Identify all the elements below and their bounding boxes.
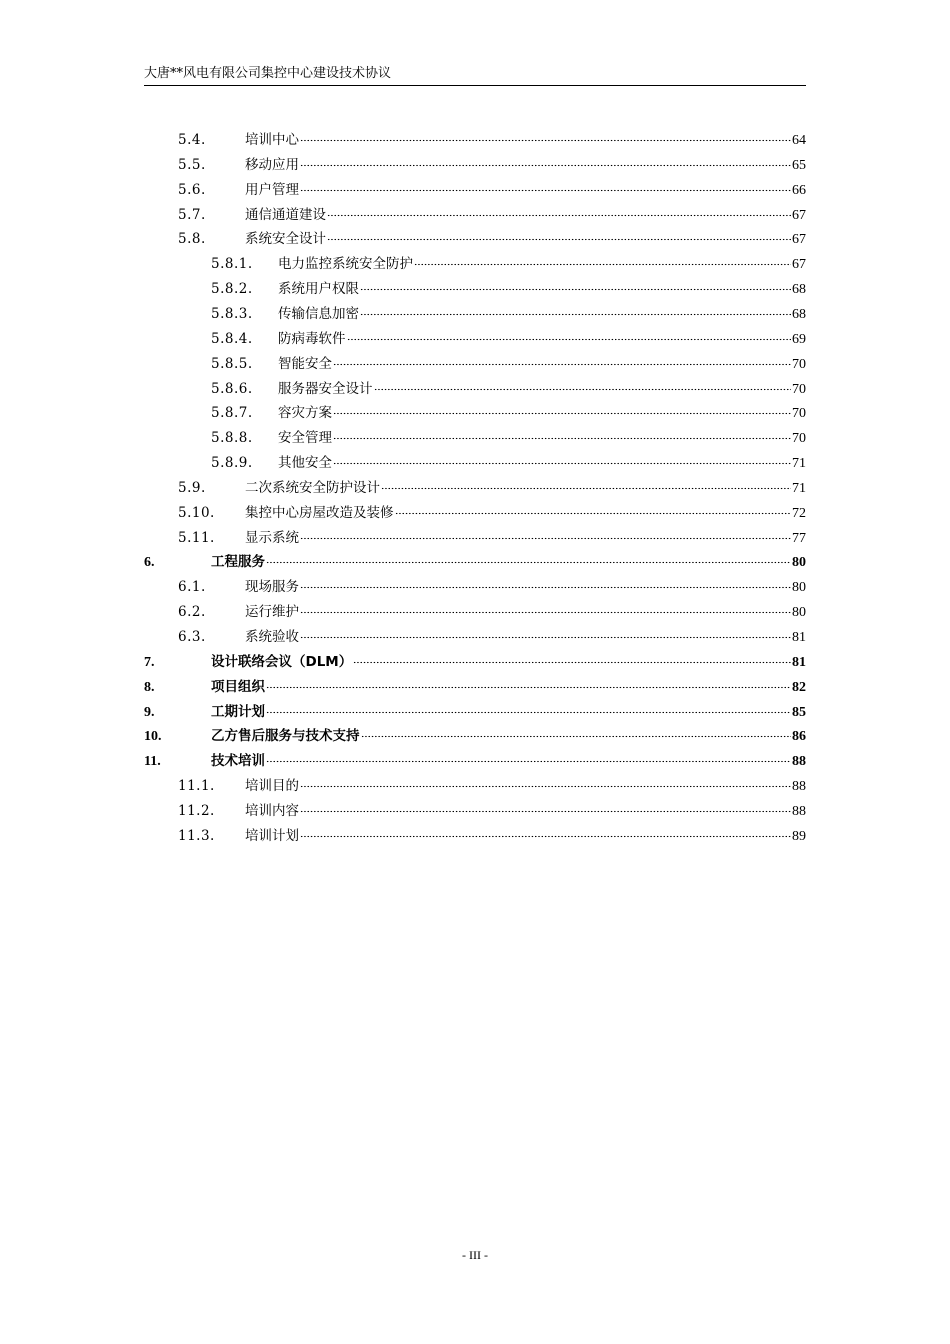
toc-entry-title: 集控中心房屋改造及装修 [245, 504, 394, 521]
toc-entry[interactable] [178, 199, 806, 223]
toc-entry[interactable] [178, 795, 806, 819]
toc-entry-page-number: 66 [792, 182, 806, 198]
toc-entry-page-number: 64 [792, 133, 806, 148]
toc-entry-number: 11.1. [178, 778, 215, 795]
toc-entry-title: 系统用户权限 [278, 281, 359, 298]
toc-entry[interactable] [178, 621, 806, 645]
toc-entry-page-number: 80 [792, 555, 806, 571]
toc-entry-page-number: 82 [792, 679, 806, 695]
toc-entry-number: 5.8.1. [211, 256, 253, 273]
toc-dot-leader [300, 621, 791, 641]
toc-entry-number: 5.4. [178, 132, 206, 148]
toc-entry-title: 容灾方案 [278, 405, 332, 422]
toc-dot-leader [266, 546, 791, 566]
toc-entry-number: 5.9. [178, 479, 206, 496]
toc-entry-number: 10. [144, 729, 162, 745]
toc-dot-leader [327, 223, 791, 243]
toc-entry[interactable] [178, 571, 806, 596]
toc-dot-leader [300, 149, 791, 169]
toc-dot-leader [327, 199, 791, 219]
toc-entry-page-number: 86 [792, 729, 806, 745]
toc-entry[interactable] [178, 174, 806, 198]
toc-entry-page-number: 70 [792, 381, 806, 397]
toc-dot-leader [347, 323, 792, 343]
toc-entry-number: 6.3. [178, 629, 206, 645]
toc-entry-number: 5.10. [178, 504, 215, 521]
toc-entry-page-number: 88 [792, 754, 806, 770]
toc-entry-page-number: 67 [792, 207, 806, 223]
toc-entry-number: 5.8.7. [211, 405, 253, 422]
toc-dot-leader [300, 174, 791, 194]
toc-entry-page-number: 77 [792, 530, 806, 546]
toc-entry-title: 服务器安全设计 [278, 380, 373, 397]
toc-entry[interactable] [144, 696, 806, 720]
toc-entry-title: 培训中心 [245, 132, 299, 148]
toc-dot-leader [300, 820, 791, 840]
toc-entry[interactable] [211, 422, 806, 447]
toc-entry-number: 11.2. [178, 802, 215, 819]
toc-entry-number: 5.8.2. [211, 281, 253, 298]
toc-entry-title: 工程服务 [211, 554, 265, 571]
toc-dot-leader [300, 571, 791, 591]
toc-dot-leader [395, 497, 792, 517]
toc-dot-leader [266, 696, 791, 716]
toc-dot-leader [333, 422, 791, 442]
toc-entry-page-number: 88 [792, 779, 806, 795]
toc-entry-number: 5.8.6. [211, 380, 253, 397]
toc-dot-leader [361, 720, 792, 740]
toc-entry-title: 显示系统 [245, 529, 299, 546]
toc-dot-leader [300, 770, 791, 790]
toc-entry-number: 11. [144, 754, 161, 770]
toc-dot-leader [333, 397, 791, 417]
toc-dot-leader [333, 447, 791, 467]
toc-entry-page-number: 68 [792, 306, 806, 322]
toc-entry[interactable] [144, 646, 806, 670]
toc-entry-page-number: 67 [792, 232, 806, 248]
toc-entry-title: 安全管理 [278, 430, 332, 447]
toc-entry-number: 7. [144, 654, 155, 670]
toc-entry-number: 11.3. [178, 827, 215, 844]
toc-entry-title: 培训目的 [245, 778, 299, 795]
toc-entry-page-number: 70 [792, 356, 806, 372]
toc-entry-number: 6. [144, 555, 155, 571]
toc-dot-leader [300, 124, 791, 144]
toc-entry-page-number: 70 [792, 406, 806, 422]
toc-dot-leader [300, 596, 791, 616]
toc-entry-title: 用户管理 [245, 181, 299, 198]
toc-entry[interactable] [211, 298, 806, 322]
toc-entry-page-number: 72 [792, 505, 806, 521]
toc-dot-leader [300, 795, 791, 815]
toc-entry[interactable] [178, 596, 806, 621]
toc-entry[interactable] [211, 323, 806, 347]
toc-entry[interactable] [211, 248, 806, 273]
toc-entry-number: 5.8.3. [211, 305, 253, 322]
toc-entry-title: 电力监控系统安全防护 [278, 256, 413, 273]
toc-entry-title: 设计联络会议（DLM） [211, 653, 353, 670]
toc-entry-number: 5.5. [178, 156, 206, 173]
toc-entry[interactable] [178, 223, 806, 248]
toc-entry[interactable] [178, 497, 806, 521]
toc-dot-leader [300, 522, 791, 542]
toc-entry-title: 系统安全设计 [245, 231, 326, 248]
toc-entry[interactable] [211, 273, 806, 298]
toc-entry-number: 5.6. [178, 181, 206, 198]
toc-entry-number: 5.8.8. [211, 430, 253, 447]
toc-entry-title: 二次系统安全防护设计 [245, 479, 380, 496]
toc-entry[interactable] [178, 472, 806, 496]
toc-entry-title: 工期计划 [211, 703, 265, 720]
toc-entry-page-number: 65 [792, 157, 806, 173]
toc-dot-leader [414, 248, 791, 268]
toc-entry-title: 系统验收 [245, 629, 299, 645]
toc-entry-number: 6.1. [178, 579, 206, 596]
toc-entry[interactable] [178, 149, 806, 173]
toc-entry[interactable] [178, 124, 806, 148]
toc-entry-page-number: 68 [792, 282, 806, 298]
toc-entry-title: 其他安全 [278, 455, 332, 472]
toc-entry[interactable] [211, 447, 806, 472]
toc-entry-page-number: 81 [792, 654, 806, 670]
toc-entry-title: 移动应用 [245, 156, 299, 173]
toc-entry-title: 项目组织 [211, 678, 265, 695]
toc-entry-page-number: 67 [792, 257, 806, 273]
toc-entry[interactable] [144, 745, 806, 770]
header-divider [144, 85, 806, 86]
toc-entry-title: 通信通道建设 [245, 206, 326, 223]
toc-entry[interactable] [144, 546, 806, 571]
toc-entry-number: 5.8.4. [211, 330, 253, 347]
toc-entry-page-number: 85 [792, 704, 806, 720]
toc-entry[interactable] [144, 720, 806, 745]
toc-entry-page-number: 70 [792, 431, 806, 447]
toc-entry-page-number: 71 [792, 480, 806, 496]
page-header-title: 大唐**风电有限公司集控中心建设技术协议 [144, 66, 392, 81]
toc-entry[interactable] [144, 671, 806, 695]
toc-dot-leader [333, 348, 791, 368]
toc-entry[interactable] [211, 348, 806, 372]
toc-entry-title: 技术培训 [211, 753, 265, 770]
toc-dot-leader [374, 373, 792, 393]
toc-entry-number: 5.11. [178, 529, 215, 546]
page-number-footer: - III - [462, 1248, 488, 1262]
toc-entry-page-number: 80 [792, 605, 806, 621]
toc-entry[interactable] [178, 820, 806, 844]
toc-entry-number: 5.8. [178, 231, 206, 248]
toc-entry-page-number: 69 [792, 331, 806, 347]
toc-entry-title: 运行维护 [245, 604, 299, 621]
toc-entry-number: 5.8.5. [211, 355, 253, 372]
toc-entry-title: 培训计划 [245, 827, 299, 844]
toc-entry-page-number: 80 [792, 580, 806, 596]
toc-entry-page-number: 71 [792, 456, 806, 472]
toc-entry-title: 现场服务 [245, 579, 299, 596]
toc-entry[interactable] [178, 522, 806, 546]
toc-entry-title: 智能安全 [278, 355, 332, 372]
toc-dot-leader [266, 671, 791, 691]
toc-entry-title: 防病毒软件 [278, 330, 346, 347]
toc-entry-page-number: 89 [792, 828, 806, 844]
toc-dot-leader [360, 273, 791, 293]
toc-entry[interactable] [178, 770, 806, 795]
toc-dot-leader [266, 745, 791, 765]
toc-dot-leader [360, 298, 791, 318]
toc-entry-number: 5.8.9. [211, 455, 253, 472]
toc-entry-title: 乙方售后服务与技术支持 [211, 728, 360, 745]
toc-entry-number: 8. [144, 679, 155, 695]
toc-entry-number: 6.2. [178, 604, 206, 621]
toc-entry-title: 传输信息加密 [278, 305, 359, 322]
toc-entry-title: 培训内容 [245, 802, 299, 819]
toc-entry[interactable] [211, 397, 806, 422]
toc-entry-number: 9. [144, 704, 155, 720]
toc-dot-leader [353, 646, 791, 666]
toc-dot-leader [381, 472, 791, 492]
toc-entry-number: 5.7. [178, 206, 206, 223]
toc-entry-page-number: 81 [792, 630, 806, 645]
toc-entry-page-number: 88 [792, 803, 806, 819]
toc-entry[interactable] [211, 373, 806, 397]
